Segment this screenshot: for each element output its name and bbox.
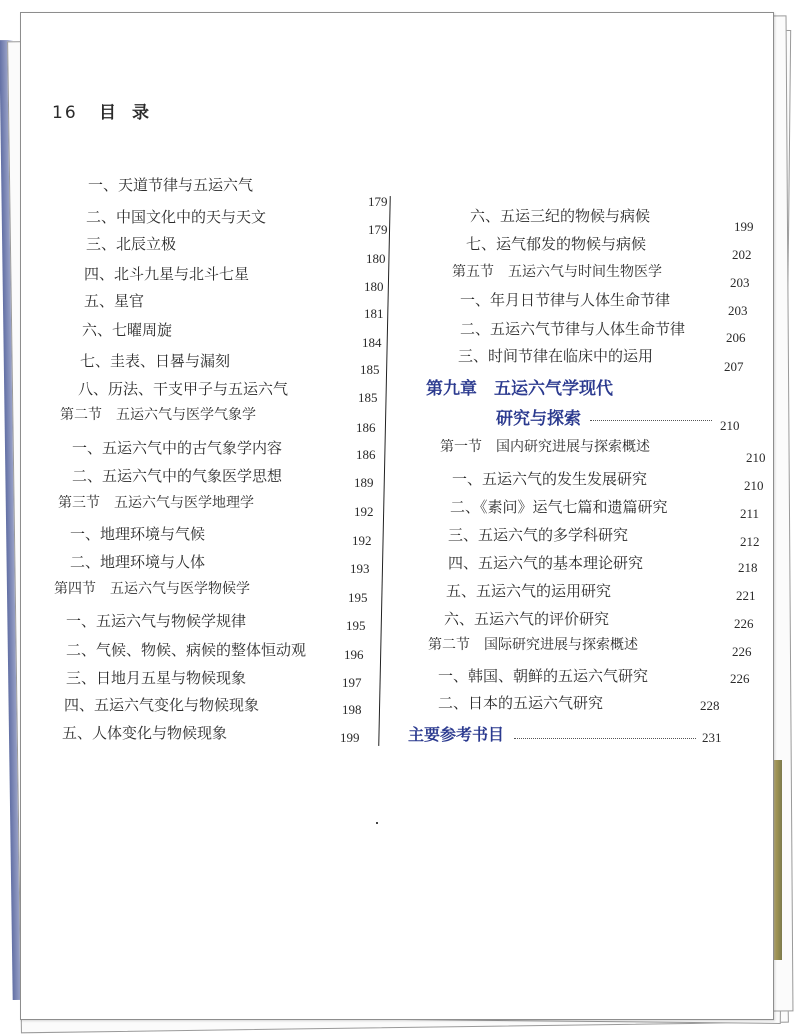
- toc-entry: [66, 610, 366, 633]
- toc-entry: [446, 580, 756, 603]
- toc-entry-text: 二、《素问》运气七篇和遗篇研究: [450, 498, 668, 516]
- leader-dots: [514, 738, 696, 739]
- toc-entry-page: 202: [732, 247, 752, 262]
- toc-section-text: 第二节 国际研究进展与探索概述: [428, 637, 638, 653]
- toc-entry-text: 一、五运六气与物候学规律: [66, 612, 247, 630]
- toc-entry: [470, 205, 754, 234]
- toc-entry-text: 五、五运六气的运用研究: [446, 582, 612, 600]
- toc-section: [54, 578, 368, 605]
- toc-entry-text: 四、五运六气变化与物候现象: [64, 696, 260, 714]
- toc-entry-text: 二、五运六气中的气象医学思想: [72, 467, 283, 485]
- toc-entry: [66, 667, 362, 690]
- toc-entry-page: 180: [364, 279, 384, 294]
- toc-entry: [460, 318, 746, 345]
- toc-section-text: 第一节 国内研究进展与探索概述: [440, 439, 650, 455]
- toc-entry-page: 231: [702, 730, 722, 745]
- toc-entry-page: 195: [348, 590, 368, 605]
- toc-entry-page: 195: [346, 618, 366, 633]
- toc-entry-text: 二、五运六气节律与人体生命节律: [460, 320, 686, 338]
- toc-entry: [448, 524, 760, 549]
- toc-entry-text: 八、历法、干支甲子与五运六气: [78, 380, 289, 398]
- toc-entry-page: 184: [362, 335, 382, 350]
- toc-entry-text: 二、气候、物候、病候的整体恒动观: [66, 641, 307, 659]
- toc-entry-text: 六、七曜周旋: [82, 321, 173, 339]
- toc-section-text: 第二节 五运六气与医学气象学: [60, 407, 256, 423]
- toc-section: [428, 634, 752, 659]
- toc-entry-page: 186: [356, 447, 376, 462]
- toc-entry-page: 181: [364, 306, 384, 321]
- toc-entry: [82, 319, 382, 350]
- toc-entry-page: 185: [360, 362, 380, 377]
- toc-entry-text: 七、运气郁发的物候与病候: [466, 235, 647, 253]
- toc-entry-page: 226: [734, 616, 754, 631]
- toc-entry-text: 三、五运六气的多学科研究: [448, 526, 629, 544]
- toc-entry-text: 一、韩国、朝鲜的五运六气研究: [438, 667, 649, 685]
- toc-entry-page: 189: [354, 475, 374, 490]
- toc-entry: [84, 290, 384, 321]
- toc-entry-page: 196: [344, 647, 364, 662]
- toc-entry: [86, 206, 388, 237]
- toc-entry: [458, 345, 744, 374]
- toc-section: [452, 261, 750, 290]
- toc-entry: [460, 289, 748, 318]
- toc-entry-page: 186: [356, 420, 376, 435]
- chapter-heading-cont: 研究与探索: [496, 409, 581, 429]
- toc-entry: [86, 233, 386, 266]
- toc-entry: [452, 468, 764, 493]
- toc-entry-page: 228: [700, 698, 720, 713]
- toc-entry-page: 180: [366, 251, 386, 266]
- toc-entry: [448, 552, 758, 575]
- toc-section-text: 第三节 五运六气与医学地理学: [58, 495, 254, 511]
- toc-entry-page: 179: [368, 222, 388, 237]
- toc-entry-page: 203: [728, 303, 748, 318]
- toc-entry: [88, 174, 388, 209]
- toc-entry-text: 二、地理环境与人体: [70, 553, 206, 571]
- toc-section: [58, 492, 374, 519]
- toc-entry: [466, 233, 752, 262]
- toc-entry-text: 一、五运六气中的古气象学内容: [72, 439, 283, 457]
- toc-entry: [78, 378, 378, 405]
- toc-entry: [72, 465, 374, 490]
- toc-entry-page: 185: [358, 390, 378, 405]
- toc-entry: [438, 665, 750, 686]
- toc-entry: [70, 523, 372, 548]
- toc-entry-page: 192: [354, 504, 374, 519]
- toc-entry: [64, 694, 362, 717]
- toc-entry-page: 198: [342, 702, 362, 717]
- toc-entry-page: 221: [736, 588, 756, 603]
- toc-entry-text: 二、中国文化中的天与天文: [86, 208, 267, 226]
- toc-section-text: 第四节 五运六气与医学物候学: [54, 581, 250, 597]
- toc-entry-page: 212: [740, 534, 760, 549]
- toc-entry-page: 218: [738, 560, 758, 575]
- toc-entry-page: 211: [740, 506, 760, 521]
- toc-entry-page: 199: [340, 730, 360, 745]
- page-title: 目录: [99, 103, 166, 123]
- page-number: 16: [52, 103, 78, 123]
- toc-entry-text: 一、天道节律与五运六气: [88, 176, 254, 194]
- toc-entry-text: 六、五运六气的评价研究: [444, 610, 610, 628]
- toc-entry-page: 197: [342, 675, 362, 690]
- toc-entry-text: 三、日地月五星与物候现象: [66, 669, 247, 687]
- toc-entry-text: 一、地理环境与气候: [70, 525, 206, 543]
- print-speck: [376, 822, 378, 824]
- toc-entry: [80, 350, 380, 377]
- toc-entry-text: 七、圭表、日晷与漏刻: [80, 352, 231, 370]
- toc-entry-page: 192: [352, 533, 372, 548]
- toc-entry-page: 210: [746, 450, 766, 465]
- toc-entry-page: 206: [726, 330, 746, 345]
- toc-entry-page: 193: [350, 561, 370, 576]
- toc-entry-page: 226: [732, 644, 752, 659]
- toc-entry: [72, 437, 376, 462]
- toc-entry-page: 226: [730, 671, 750, 686]
- toc-entry-page: 199: [734, 219, 754, 234]
- toc-entry-text: 二、日本的五运六气研究: [438, 694, 604, 712]
- toc-entry: [70, 551, 370, 576]
- toc-entry-page: 207: [724, 359, 744, 374]
- toc-section: [60, 404, 376, 435]
- toc-entry-text: 三、北辰立极: [86, 235, 177, 253]
- bibliography-heading: 主要参考书目: [408, 725, 505, 744]
- toc-entry: [438, 692, 720, 713]
- toc-entry-text: 四、五运六气的基本理论研究: [448, 554, 644, 572]
- toc-entry-page: 210: [744, 478, 764, 493]
- toc-entry: [84, 263, 384, 294]
- toc-section-text: 第五节 五运六气与时间生物医学: [452, 264, 662, 280]
- toc-entry-page: 203: [730, 275, 750, 290]
- leader-dots: [590, 420, 712, 421]
- toc-entry: [444, 608, 754, 631]
- toc-entry-text: 一、五运六气的发生发展研究: [452, 470, 648, 488]
- toc-section: [440, 436, 766, 465]
- page-header: [52, 98, 165, 123]
- toc-entry-text: 一、年月日节律与人体生命节律: [460, 291, 671, 309]
- toc-entry-text: 五、星官: [84, 292, 145, 310]
- chapter-heading: 第九章 五运六气学现代: [426, 379, 613, 399]
- toc-entry-page: 179: [368, 194, 388, 209]
- toc-entry: [66, 639, 364, 662]
- toc-entry: [62, 722, 360, 745]
- toc-entry-page: 210: [720, 418, 740, 433]
- toc-entry-text: 五、人体变化与物候现象: [62, 724, 228, 742]
- toc-entry-text: 六、五运三纪的物候与病候: [470, 207, 651, 225]
- toc-entry: [450, 496, 760, 521]
- toc-entry-text: 四、北斗九星与北斗七星: [84, 265, 250, 283]
- toc-entry-text: 三、时间节律在临床中的运用: [458, 347, 654, 365]
